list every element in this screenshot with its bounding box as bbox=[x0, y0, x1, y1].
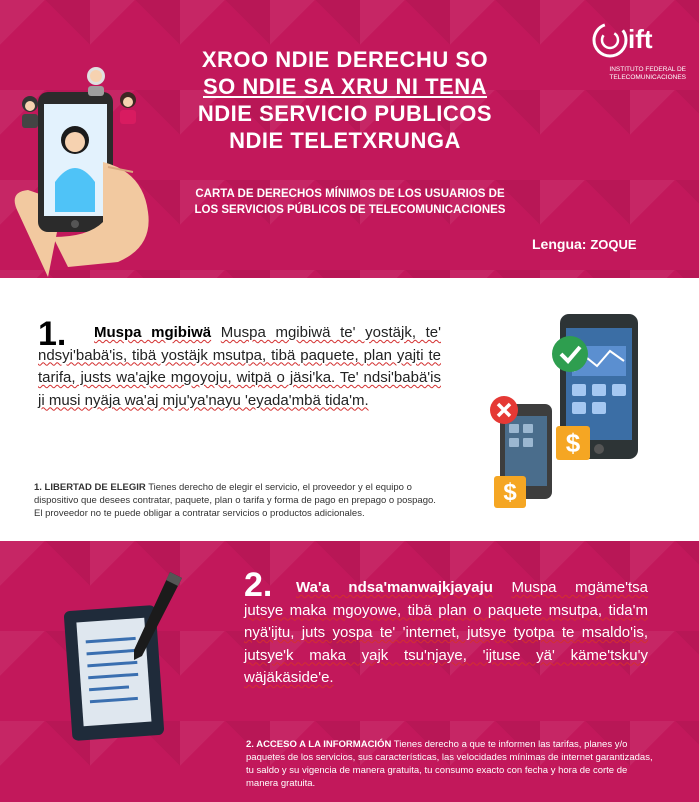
section2-note-title: 2. ACCESO A LA INFORMACIÓN bbox=[246, 739, 392, 750]
section2-paragraph bbox=[244, 577, 648, 690]
section1-number: 1. bbox=[38, 315, 67, 353]
subtitle-line-1: CARTA DE DERECHOS MÍNIMOS DE LOS USUARIOS DE bbox=[195, 188, 505, 200]
title-line-3: NDIE SERVICIO PUBLICOS bbox=[197, 101, 493, 126]
svg-text:$: $ bbox=[565, 428, 581, 458]
section2-note bbox=[246, 738, 656, 790]
title-line-4: NDIE TELETXRUNGA bbox=[229, 128, 461, 153]
hand-phone-illustration bbox=[8, 62, 178, 277]
logo-subtitle-line-1: INSTITUTO FEDERAL DE bbox=[609, 66, 686, 73]
subtitle-line-2: LOS SERVICIOS PÚBLICOS DE TELECOMUNICACIONES bbox=[194, 204, 506, 216]
language-value: ZOQUE bbox=[590, 237, 637, 252]
section1-paragraph bbox=[38, 322, 441, 412]
tablet-document-illustration bbox=[58, 568, 208, 748]
section2-body: Muspa mgäme'tsa jutsye maka mgoyowe, tibä plan o paquete msutpa, tida'm nyä'ijtu, juts yospa te' 'internet, jutsye tyotpa te msaldo'is, jutsye'k maka yajk tsu'njaye, 'ijtuse yä' käme'tsku'y wäjäkäside'e. bbox=[244, 579, 648, 686]
section1-lead: Muspa mgibiwä bbox=[94, 324, 212, 341]
section1-note-title: 1. LIBERTAD DE ELEGIR bbox=[34, 482, 146, 493]
section1-body: Muspa mgibiwä te' yostäjk, te' ndsyi'babä'is, tibä yostäjk msutpa, tibä paquete, plan yajti te tarifa, justs wa'ajke mgoyoju, witpä o jäsi'ka. Te' ndsi'babä'is ji musi nyäja wa'aj mju'ya'nayu 'eyada'mbä tida'm. bbox=[38, 324, 441, 409]
phones-comparison-illustration bbox=[482, 306, 662, 516]
section2-number: 2. bbox=[244, 566, 273, 604]
subtitle bbox=[170, 186, 530, 218]
main-title bbox=[160, 46, 530, 154]
section2-lead: Wa'a ndsa'manwajkjayaju bbox=[296, 579, 493, 596]
logo-subtitle-line-2: TELECOMUNICACIONES bbox=[609, 74, 686, 81]
section1-note bbox=[34, 481, 444, 520]
logo-subtitle bbox=[586, 66, 686, 82]
section2-note-body: Tienes derecho a que te informen las tarifas, planes y/o paquetes de los servicios, sus características, las velocidades mínimas de internet garantizadas, tu saldo y su vigencia de manera gratuita, tu consumo exacto con fecha y hora de corte de manera gratuita. bbox=[246, 739, 653, 789]
section1-note-body: Tienes derecho de elegir el servicio, el proveedor y el equipo o dispositivo que desees contratar, paquete, plan o tarifa y forma de pago en prepago o pospago. El proveedor no te puede obligar a contratar servicios o productos adicionales. bbox=[34, 482, 436, 519]
logo-name: ift bbox=[628, 24, 653, 54]
svg-text:$: $ bbox=[503, 479, 517, 506]
title-line-2: SO NDIE SA XRU NI TENA bbox=[203, 74, 487, 99]
language-label: Lengua: bbox=[532, 236, 587, 252]
language-indicator bbox=[532, 236, 637, 252]
title-line-1: XROO NDIE DERECHU SO bbox=[201, 47, 489, 72]
